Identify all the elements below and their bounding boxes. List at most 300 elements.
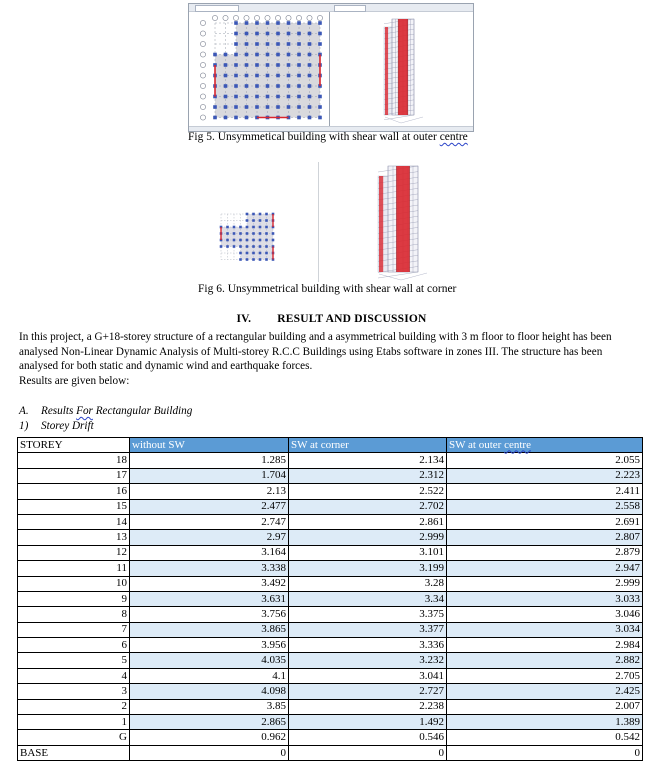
fig6-column-marker — [246, 219, 249, 222]
drift-value-cell: 2.999 — [289, 530, 447, 545]
table-row — [18, 514, 643, 529]
table-row — [18, 591, 643, 606]
fig5-column-marker — [266, 74, 270, 78]
fig5-grid-bubble — [296, 15, 301, 20]
fig5-column-marker — [297, 53, 301, 57]
fig6-tower-side-shear-wall — [379, 176, 383, 272]
fig5-grid-bubble — [200, 41, 205, 46]
storey-cell: 18 — [18, 453, 130, 468]
fig5-column-marker — [234, 42, 238, 46]
fig5-column-marker — [255, 21, 259, 25]
paragraph-line-2: analysed Non-Linear Dynamic Analysis of Multi-storey R.C.C Buildings using Etabs software in zones III. The structure has been — [19, 345, 603, 358]
fig6-column-marker — [259, 213, 262, 216]
fig5-tower-shear-wall — [398, 19, 408, 115]
fig5-column-marker — [266, 21, 270, 25]
storey-cell: 5 — [18, 653, 130, 668]
fig5-grid-bubble — [200, 62, 205, 67]
fig5-column-marker — [234, 105, 238, 109]
fig5-plan-tab — [195, 5, 239, 12]
fig6-column-marker — [233, 239, 236, 242]
fig5-column-marker — [297, 21, 301, 25]
drift-value-cell: 2.522 — [289, 484, 447, 499]
fig5-column-marker — [287, 84, 291, 88]
fig6-column-marker — [246, 245, 249, 248]
fig6-column-marker — [252, 239, 255, 242]
drift-value-cell: 1.389 — [447, 715, 643, 730]
fig5-column-marker — [266, 95, 270, 99]
fig5-grid-bubble — [275, 15, 280, 20]
section-number: IV. — [236, 313, 252, 325]
fig6-column-marker — [265, 258, 268, 261]
fig5-column-marker — [224, 74, 228, 78]
drift-value-cell: 2.055 — [447, 453, 643, 468]
fig5-column-marker — [245, 63, 249, 67]
header-sw-corner: SW at corner — [289, 438, 447, 453]
fig5-grid-bubble — [307, 15, 312, 20]
drift-value-cell: 2.13 — [130, 484, 289, 499]
fig6-column-marker — [265, 213, 268, 216]
fig5-column-marker — [297, 84, 301, 88]
section-title: RESULT AND DISCUSSION — [277, 313, 427, 325]
fig5-column-marker — [213, 105, 217, 109]
storey-cell: 10 — [18, 576, 130, 591]
fig5-grid-bubble — [233, 15, 238, 20]
fig5-column-marker — [224, 53, 228, 57]
fig6-column-marker — [239, 239, 242, 242]
drift-value-cell: 3.101 — [289, 545, 447, 560]
header-sw-outer-centre: SW at outer centre — [447, 438, 643, 453]
drift-value-cell: 2.807 — [447, 530, 643, 545]
fig5-column-marker — [318, 105, 322, 109]
subsection-1: 1) Storey Drift — [19, 420, 94, 432]
drift-value-cell: 1.704 — [130, 468, 289, 483]
fig6-column-marker — [239, 226, 242, 229]
storey-cell: 11 — [18, 561, 130, 576]
storey-cell: 15 — [18, 499, 130, 514]
fig5-column-marker — [255, 84, 259, 88]
fig5-column-marker — [224, 116, 228, 120]
fig6-column-marker — [233, 232, 236, 235]
storey-cell: 4 — [18, 668, 130, 683]
fig5-column-marker — [308, 53, 312, 57]
section-paragraph — [19, 330, 641, 388]
drift-value-cell: 3.046 — [447, 607, 643, 622]
drift-value-cell: 2.223 — [447, 468, 643, 483]
fig5-column-marker — [308, 42, 312, 46]
drift-value-cell: 2.705 — [447, 668, 643, 683]
drift-value-cell: 0.546 — [289, 730, 447, 745]
drift-value-cell: 3.377 — [289, 622, 447, 637]
table-row — [18, 530, 643, 545]
drift-value-cell: 3.033 — [447, 591, 643, 606]
fig6-column-marker — [252, 213, 255, 216]
fig6-column-marker — [252, 258, 255, 261]
table-row — [18, 745, 643, 760]
paragraph-line-1: In this project, a G+18-storey structure of a rectangular building and a asymmetrical building with 3 m floor to floor height has been — [19, 331, 612, 343]
fig5-tower-side-shear-wall — [385, 27, 388, 115]
fig5-column-marker — [297, 116, 301, 120]
fig5-column-marker — [266, 63, 270, 67]
drift-value-cell: 2.861 — [289, 514, 447, 529]
storey-cell: 2 — [18, 699, 130, 714]
fig6-column-marker — [265, 252, 268, 255]
table-row — [18, 668, 643, 683]
fig6-column-marker — [233, 226, 236, 229]
fig6-column-marker — [259, 252, 262, 255]
fig5-grid-bubble — [200, 31, 205, 36]
table-row — [18, 638, 643, 653]
drift-value-cell: 3.631 — [130, 591, 289, 606]
fig5-column-marker — [287, 63, 291, 67]
drift-value-cell: 3.034 — [447, 622, 643, 637]
drift-value-cell: 2.312 — [289, 468, 447, 483]
fig5-column-marker — [297, 32, 301, 36]
fig6-tower-shear-wall — [396, 166, 409, 272]
fig5-column-marker — [276, 63, 280, 67]
fig6-plan-drawing — [216, 208, 276, 268]
fig6-column-marker — [239, 258, 242, 261]
figure-5-screenshot — [188, 3, 474, 132]
table-row — [18, 576, 643, 591]
fig5-column-marker — [318, 116, 322, 120]
fig5-column-marker — [234, 74, 238, 78]
fig6-column-marker — [246, 226, 249, 229]
drift-value-cell: 4.098 — [130, 684, 289, 699]
storey-cell: 13 — [18, 530, 130, 545]
fig5-grid-bubble — [254, 15, 259, 20]
drift-value-cell: 3.338 — [130, 561, 289, 576]
fig5-column-marker — [276, 74, 280, 78]
table-row — [18, 453, 643, 468]
fig5-column-marker — [213, 116, 217, 120]
fig5-tower-floor-line — [384, 115, 414, 120]
fig5-column-marker — [245, 116, 249, 120]
drift-value-cell: 4.1 — [130, 668, 289, 683]
fig5-grid-bubble — [200, 20, 205, 25]
fig5-column-marker — [234, 32, 238, 36]
fig5-column-marker — [234, 95, 238, 99]
figure-6-plan — [216, 208, 276, 268]
fig5-column-marker — [255, 63, 259, 67]
fig6-column-marker — [272, 232, 275, 235]
drift-value-cell: 2.984 — [447, 638, 643, 653]
fig5-grid-bubble — [244, 15, 249, 20]
fig5-column-marker — [318, 21, 322, 25]
fig5-column-marker — [276, 84, 280, 88]
fig5-grid-bubble — [200, 115, 205, 120]
fig5-column-marker — [287, 53, 291, 57]
drift-value-cell: 2.134 — [289, 453, 447, 468]
fig5-column-marker — [287, 32, 291, 36]
figure-6-separator — [318, 162, 319, 282]
fig5-column-marker — [318, 95, 322, 99]
storey-cell: 14 — [18, 514, 130, 529]
drift-value-cell: 3.865 — [130, 622, 289, 637]
fig5-grid-bubble — [200, 73, 205, 78]
drift-value-cell: 3.041 — [289, 668, 447, 683]
fig6-column-marker — [226, 226, 229, 229]
storey-cell: 8 — [18, 607, 130, 622]
fig5-column-marker — [234, 21, 238, 25]
fig6-column-marker — [246, 252, 249, 255]
fig6-column-marker — [226, 232, 229, 235]
fig6-column-marker — [239, 232, 242, 235]
fig5-column-marker — [297, 63, 301, 67]
fig5-column-marker — [266, 53, 270, 57]
fig5-column-marker — [287, 95, 291, 99]
fig5-column-marker — [255, 105, 259, 109]
fig6-column-marker — [259, 232, 262, 235]
drift-value-cell: 3.199 — [289, 561, 447, 576]
figure-6-caption: Fig 6. Unsymmetrical building with shear wall at corner — [198, 283, 457, 295]
fig6-column-marker — [252, 219, 255, 222]
fig5-column-marker — [276, 95, 280, 99]
storey-cell: BASE — [18, 745, 130, 760]
figure-5-caption: Fig 5. Unsymmetical building with shear wall at outer centre — [188, 131, 468, 143]
drift-value-cell: 2.411 — [447, 484, 643, 499]
fig5-column-marker — [276, 42, 280, 46]
fig5-pane-divider — [329, 12, 330, 128]
drift-value-cell: 3.336 — [289, 638, 447, 653]
table-row — [18, 468, 643, 483]
fig5-column-marker — [234, 116, 238, 120]
fig6-column-marker — [259, 258, 262, 261]
fig5-column-marker — [245, 95, 249, 99]
subsection-a: A. Results For Rectangular Building — [19, 405, 193, 417]
table-row — [18, 499, 643, 514]
storey-cell: 9 — [18, 591, 130, 606]
drift-value-cell: 3.232 — [289, 653, 447, 668]
fig5-window-titlebar — [189, 4, 473, 12]
fig5-3d-tab — [334, 5, 366, 12]
drift-value-cell: 2.999 — [447, 576, 643, 591]
drift-value-cell: 2.238 — [289, 699, 447, 714]
fig6-column-marker — [246, 258, 249, 261]
drift-value-cell: 2.947 — [447, 561, 643, 576]
fig5-3d-view — [331, 13, 469, 125]
storey-cell: 17 — [18, 468, 130, 483]
fig5-column-marker — [255, 53, 259, 57]
drift-value-cell: 0 — [289, 745, 447, 760]
fig5-column-marker — [276, 105, 280, 109]
fig5-column-marker — [297, 42, 301, 46]
fig5-column-marker — [245, 74, 249, 78]
fig5-grid-bubble — [200, 94, 205, 99]
results-line: Results are given below: — [19, 374, 130, 387]
fig5-column-marker — [224, 84, 228, 88]
drift-value-cell: 2.477 — [130, 499, 289, 514]
fig5-column-marker — [266, 84, 270, 88]
storey-cell: 7 — [18, 622, 130, 637]
drift-value-cell: 2.882 — [447, 653, 643, 668]
fig5-column-marker — [297, 95, 301, 99]
drift-value-cell: 2.727 — [289, 684, 447, 699]
drift-value-cell: 2.702 — [289, 499, 447, 514]
fig5-grid-bubble — [200, 104, 205, 109]
fig5-column-marker — [297, 105, 301, 109]
fig5-plan-view — [191, 13, 327, 125]
fig5-column-marker — [213, 53, 217, 57]
paragraph-line-3: analysed for both static and dynamic wind and earthquake forces. — [19, 360, 313, 373]
drift-value-cell: 2.425 — [447, 684, 643, 699]
header-storey: STOREY — [18, 438, 130, 453]
table-header-row — [18, 438, 643, 453]
table-row — [18, 699, 643, 714]
storey-cell: 16 — [18, 484, 130, 499]
drift-value-cell: 3.375 — [289, 607, 447, 622]
fig5-column-marker — [266, 32, 270, 36]
fig5-column-marker — [287, 42, 291, 46]
fig6-column-marker — [259, 226, 262, 229]
drift-value-cell: 2.865 — [130, 715, 289, 730]
fig5-column-marker — [266, 105, 270, 109]
fig5-grid-bubble — [286, 15, 291, 20]
drift-value-cell: 3.756 — [130, 607, 289, 622]
fig5-column-marker — [308, 105, 312, 109]
fig5-column-marker — [308, 116, 312, 120]
drift-value-cell: 1.285 — [130, 453, 289, 468]
fig5-column-marker — [266, 42, 270, 46]
fig6-column-marker — [239, 252, 242, 255]
fig6-column-marker — [252, 252, 255, 255]
drift-value-cell: 0 — [447, 745, 643, 760]
fig5-column-marker — [245, 21, 249, 25]
fig6-column-marker — [272, 239, 275, 242]
table-row — [18, 622, 643, 637]
fig6-column-marker — [239, 245, 242, 248]
fig5-column-marker — [224, 105, 228, 109]
fig6-column-marker — [265, 226, 268, 229]
fig5-column-marker — [255, 95, 259, 99]
fig5-column-marker — [276, 21, 280, 25]
fig6-column-marker — [246, 232, 249, 235]
fig6-column-marker — [265, 239, 268, 242]
fig5-column-marker — [234, 84, 238, 88]
table-row — [18, 715, 643, 730]
fig5-column-marker — [245, 105, 249, 109]
fig5-column-marker — [255, 42, 259, 46]
table-row — [18, 561, 643, 576]
fig5-grid-bubble — [212, 15, 217, 20]
fig5-column-marker — [308, 32, 312, 36]
section-heading — [0, 313, 663, 325]
drift-value-cell: 3.956 — [130, 638, 289, 653]
drift-value-cell: 0 — [130, 745, 289, 760]
drift-value-cell: 3.492 — [130, 576, 289, 591]
drift-value-cell: 0.542 — [447, 730, 643, 745]
fig6-column-marker — [252, 245, 255, 248]
fig5-grid-bubble — [317, 15, 322, 20]
fig5-column-marker — [224, 63, 228, 67]
fig6-column-marker — [265, 219, 268, 222]
fig6-tower-drawing — [345, 160, 445, 282]
drift-value-cell: 1.492 — [289, 715, 447, 730]
fig6-column-marker — [226, 239, 229, 242]
fig5-column-marker — [245, 32, 249, 36]
fig5-column-marker — [287, 105, 291, 109]
fig5-column-marker — [297, 74, 301, 78]
table-row — [18, 545, 643, 560]
fig6-column-marker — [265, 232, 268, 235]
drift-value-cell: 3.85 — [130, 699, 289, 714]
fig5-tower-drawing — [331, 13, 469, 125]
fig5-column-marker — [255, 32, 259, 36]
fig6-column-marker — [259, 245, 262, 248]
storey-drift-table — [17, 437, 643, 761]
fig5-grid-bubble — [223, 15, 228, 20]
drift-value-cell: 0.962 — [130, 730, 289, 745]
drift-value-cell: 3.34 — [289, 591, 447, 606]
fig6-column-marker — [226, 245, 229, 248]
fig5-column-marker — [318, 32, 322, 36]
fig5-column-marker — [255, 74, 259, 78]
figure-6-tower — [345, 160, 445, 282]
fig5-column-marker — [308, 74, 312, 78]
fig6-tower-base — [379, 273, 427, 280]
fig5-column-marker — [287, 74, 291, 78]
fig5-grid-bubble — [200, 83, 205, 88]
table-row — [18, 607, 643, 622]
fig6-column-marker — [259, 239, 262, 242]
fig5-column-marker — [308, 84, 312, 88]
drift-value-cell: 3.164 — [130, 545, 289, 560]
fig6-column-marker — [246, 239, 249, 242]
drift-value-cell: 2.691 — [447, 514, 643, 529]
fig5-column-marker — [234, 63, 238, 67]
storey-cell: G — [18, 730, 130, 745]
storey-cell: 12 — [18, 545, 130, 560]
header-without-sw: without SW — [130, 438, 289, 453]
drift-value-cell: 2.97 — [130, 530, 289, 545]
fig5-column-marker — [308, 63, 312, 67]
fig6-column-marker — [233, 245, 236, 248]
fig5-grid-bubble — [265, 15, 270, 20]
drift-value-cell: 2.747 — [130, 514, 289, 529]
fig5-column-marker — [287, 21, 291, 25]
table-row — [18, 730, 643, 745]
fig5-tower-base — [385, 117, 423, 123]
table-row — [18, 684, 643, 699]
drift-value-cell: 4.035 — [130, 653, 289, 668]
fig5-column-marker — [308, 21, 312, 25]
storey-cell: 6 — [18, 638, 130, 653]
fig5-column-marker — [276, 32, 280, 36]
drift-value-cell: 3.28 — [289, 576, 447, 591]
fig5-column-marker — [276, 53, 280, 57]
fig5-column-marker — [245, 53, 249, 57]
fig5-column-marker — [224, 95, 228, 99]
table-row — [18, 484, 643, 499]
fig5-column-marker — [318, 42, 322, 46]
storey-cell: 1 — [18, 715, 130, 730]
fig5-column-marker — [245, 42, 249, 46]
fig5-grid-bubble — [200, 52, 205, 57]
fig5-column-marker — [308, 95, 312, 99]
fig5-column-marker — [234, 53, 238, 57]
fig6-column-marker — [252, 232, 255, 235]
fig5-column-marker — [245, 84, 249, 88]
fig6-column-marker — [220, 245, 223, 248]
drift-value-cell: 2.007 — [447, 699, 643, 714]
storey-cell: 3 — [18, 684, 130, 699]
drift-value-cell: 2.558 — [447, 499, 643, 514]
drift-value-cell: 2.879 — [447, 545, 643, 560]
fig6-column-marker — [259, 219, 262, 222]
fig5-plan-drawing — [191, 13, 327, 125]
fig6-column-marker — [252, 226, 255, 229]
fig6-column-marker — [246, 213, 249, 216]
fig6-column-marker — [265, 245, 268, 248]
